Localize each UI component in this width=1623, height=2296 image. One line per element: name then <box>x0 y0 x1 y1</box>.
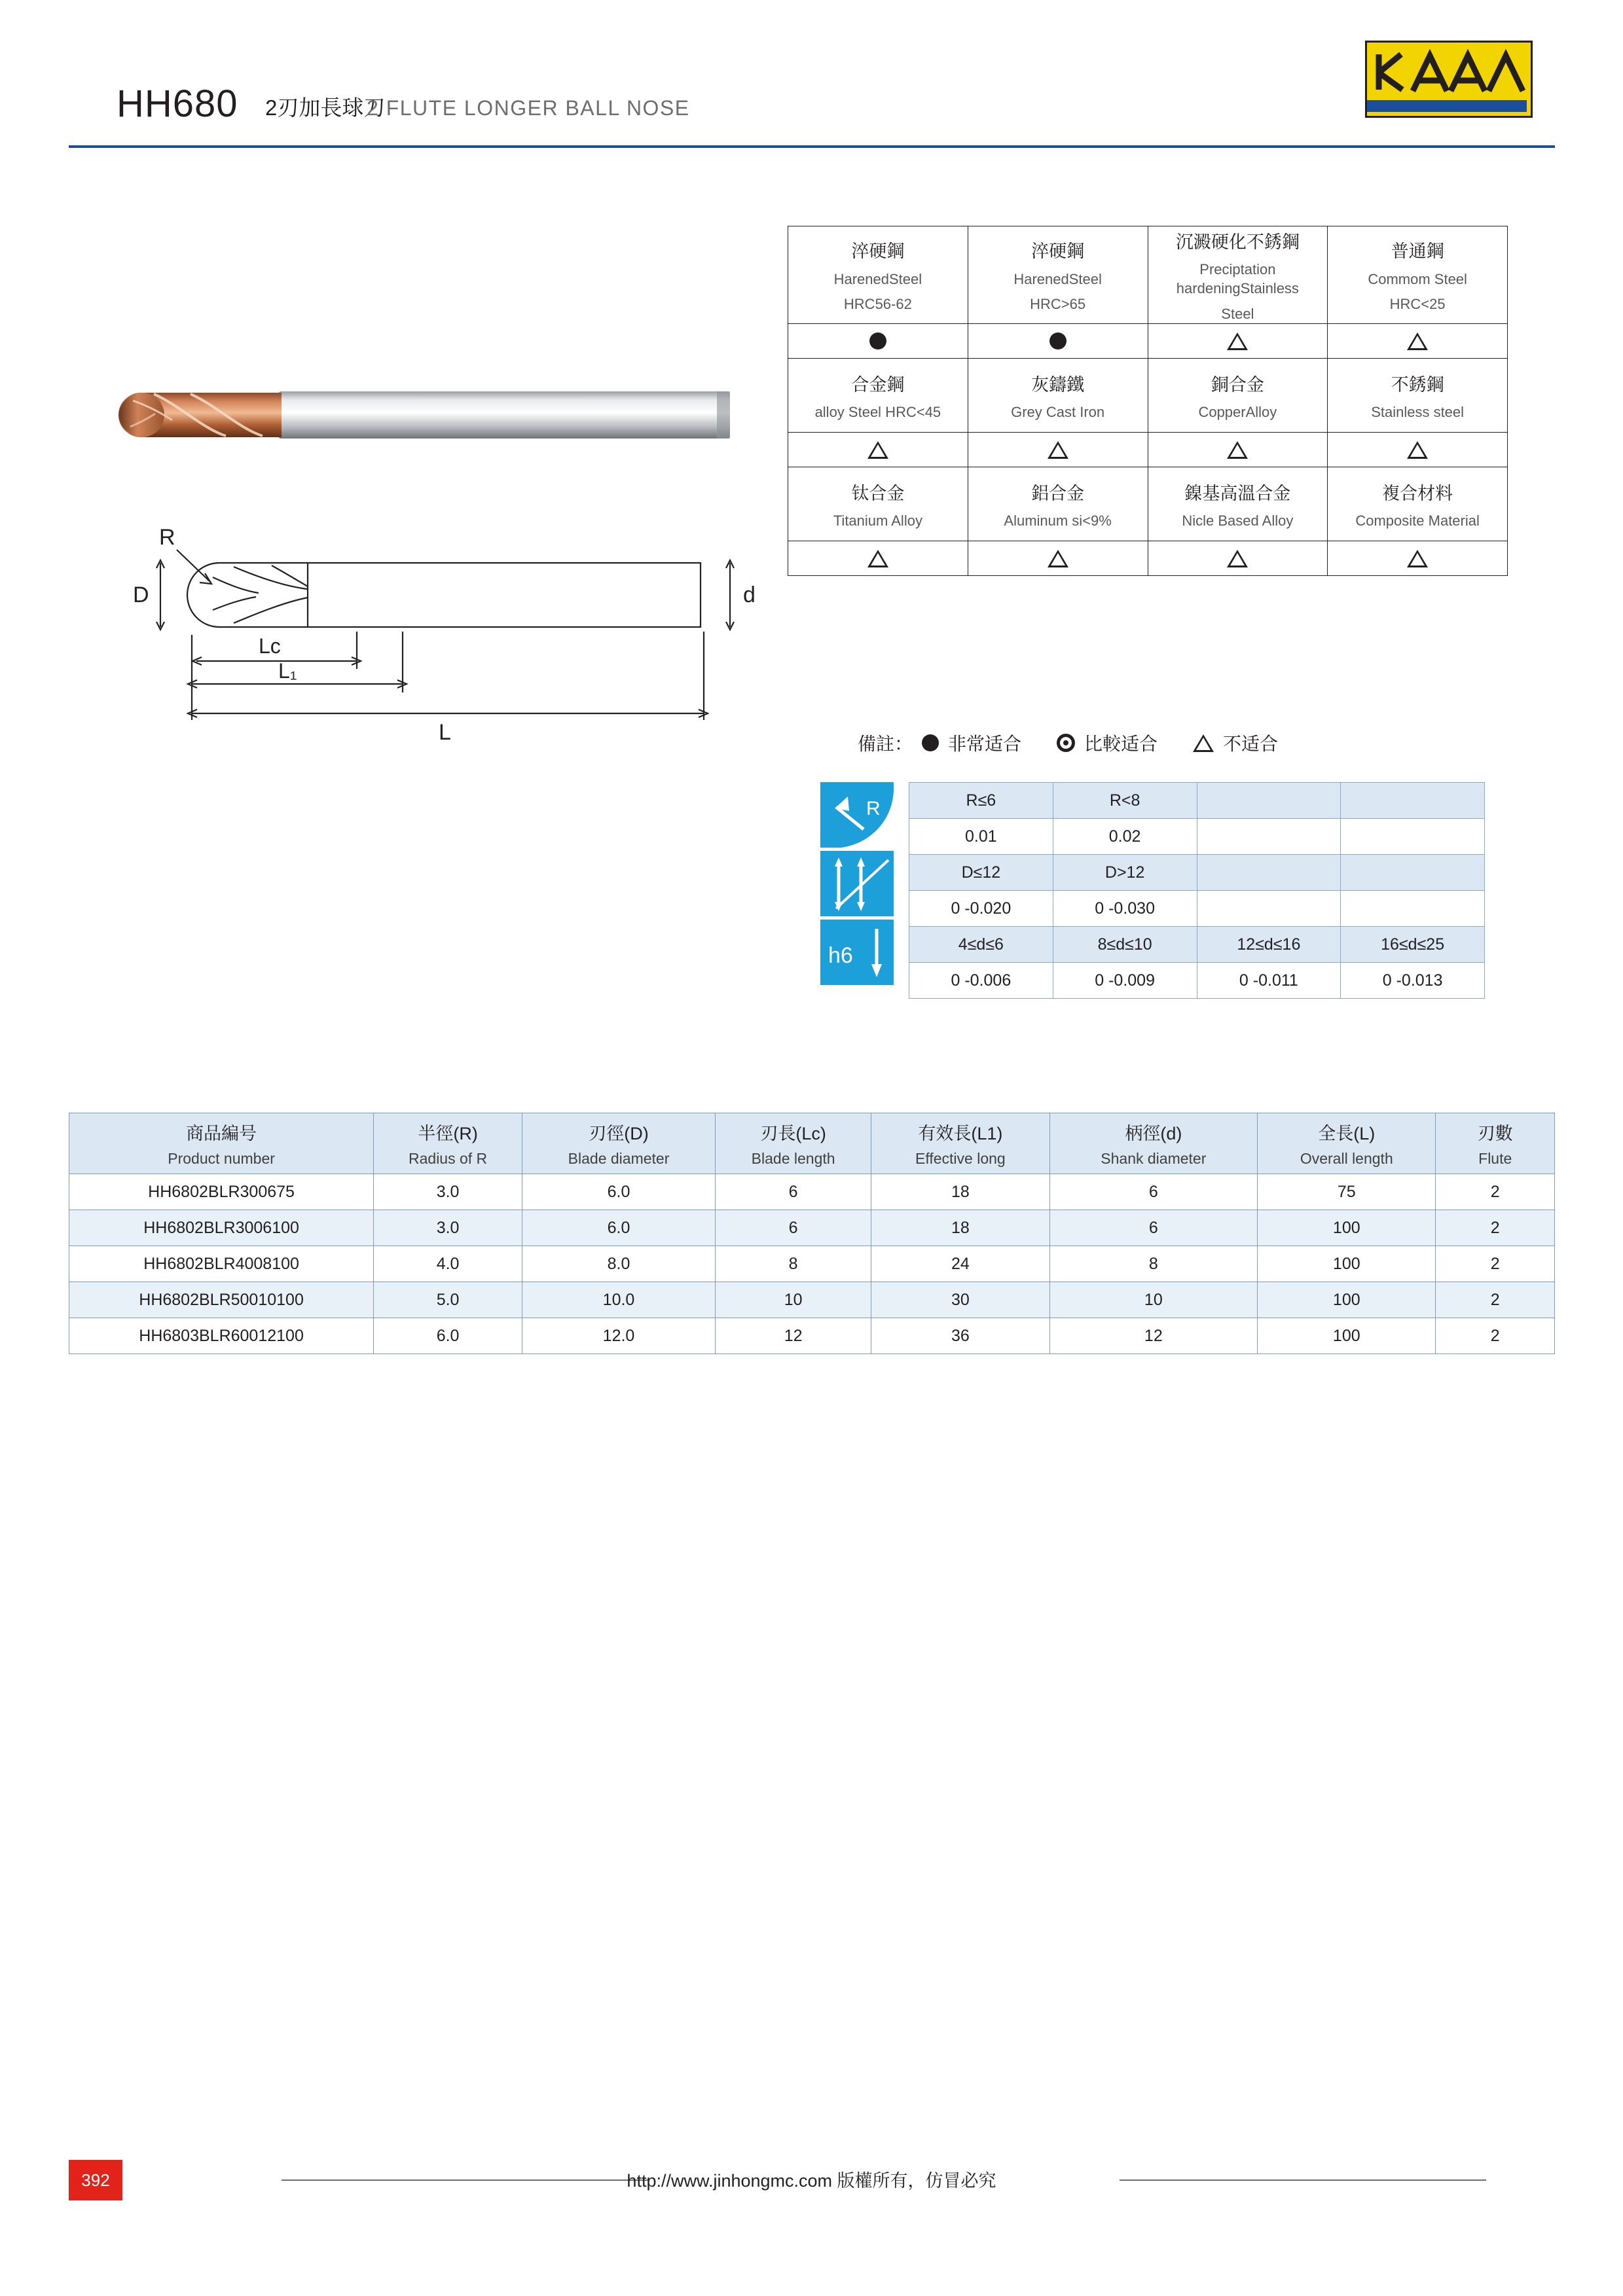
material-name-sub: HRC>65 <box>1030 296 1086 313</box>
page-title-en: 2 FLUTE LONGER BALL NOSE <box>367 96 690 120</box>
material-name-cn: 鋁合金 <box>1031 483 1085 503</box>
legend-very-suitable: 非常适合 <box>948 734 1022 754</box>
spec-header-row <box>69 1113 1555 1174</box>
svg-text:h6: h6 <box>828 943 853 968</box>
tolerance-range: 16≤d≤25 <box>1341 927 1485 963</box>
cell-effective-length: 30 <box>871 1282 1049 1318</box>
cell-effective-length: 36 <box>871 1318 1049 1354</box>
material-cell <box>968 467 1148 541</box>
material-name-en: HarenedSteel <box>1013 270 1102 287</box>
material-cell <box>1148 467 1328 541</box>
tolerance-value: 0 -0.011 <box>1197 963 1341 999</box>
page-header <box>0 0 1623 170</box>
material-cell <box>788 467 968 541</box>
cell-shank-diameter: 6 <box>1049 1174 1258 1210</box>
technical-drawing <box>62 524 795 746</box>
page-title: HH680 <box>117 82 238 125</box>
fairly-suitable-icon <box>1057 734 1075 752</box>
tolerance-header-row <box>909 927 1485 963</box>
not-suitable-icon <box>1227 332 1248 350</box>
very-suitable-icon <box>922 734 939 751</box>
suitability-mark <box>1328 324 1508 359</box>
not-suitable-icon <box>1193 734 1214 752</box>
tolerance-value <box>1341 891 1485 927</box>
material-name-en: alloy Steel HRC<45 <box>814 404 941 421</box>
cell-blade-length: 10 <box>716 1282 871 1318</box>
cell-blade-length: 8 <box>716 1246 871 1282</box>
table-row <box>69 1174 1555 1210</box>
not-suitable-icon <box>867 550 888 567</box>
column-header-flute: 刃數 Flute <box>1436 1113 1555 1174</box>
tolerance-range <box>1197 783 1341 819</box>
cell-overall-length: 100 <box>1258 1210 1436 1246</box>
tolerance-value-row <box>909 963 1485 999</box>
not-suitable-icon <box>867 441 888 459</box>
not-suitable-icon <box>1407 441 1428 459</box>
material-name-sub: HRC<25 <box>1389 296 1446 313</box>
suitability-mark <box>1328 433 1508 467</box>
table-row <box>69 1210 1555 1246</box>
cell-effective-length: 18 <box>871 1210 1049 1246</box>
cell-effective-length: 24 <box>871 1246 1049 1282</box>
tolerance-value: 0.01 <box>909 819 1053 855</box>
tolerance-value-row <box>909 819 1485 855</box>
table-row <box>69 1282 1555 1318</box>
tolerance-range: D≤12 <box>909 855 1053 891</box>
footer-divider-right <box>1120 2179 1486 2181</box>
cell-blade-length: 6 <box>716 1174 871 1210</box>
cell-product-number: HH6803BLR60012100 <box>69 1318 374 1354</box>
material-name-cn: 钛合金 <box>851 483 905 503</box>
material-name-en: CopperAlloy <box>1198 404 1277 421</box>
cell-product-number: HH6802BLR50010100 <box>69 1282 374 1318</box>
cell-blade-diameter: 6.0 <box>522 1210 716 1246</box>
cell-radius: 3.0 <box>374 1210 522 1246</box>
cell-effective-length: 18 <box>871 1174 1049 1210</box>
column-header-effective-length: 有效長(L1) Effective long <box>871 1113 1049 1174</box>
page-title-cn: 2刃加長球刀 <box>265 96 386 120</box>
tolerance-range <box>1197 855 1341 891</box>
cell-blade-length: 6 <box>716 1210 871 1246</box>
table-row <box>69 1246 1555 1282</box>
material-name-row <box>788 467 1508 541</box>
cell-blade-diameter: 8.0 <box>522 1246 716 1282</box>
not-suitable-icon <box>1227 441 1248 459</box>
material-cell <box>1328 467 1508 541</box>
material-name-cn: 沉澱硬化不銹鋼 <box>1175 232 1300 252</box>
material-name-cn: 普通鋼 <box>1391 242 1444 262</box>
cell-flute: 2 <box>1436 1210 1555 1246</box>
column-header-overall-length: 全長(L) Overall length <box>1258 1113 1436 1174</box>
column-header-shank-diameter: 柄徑(d) Shank diameter <box>1049 1113 1258 1174</box>
svg-text:R: R <box>866 798 881 819</box>
material-suitability-table <box>788 226 1508 576</box>
material-name-cn: 灰鑄鐵 <box>1031 374 1085 395</box>
material-cell <box>968 226 1148 324</box>
material-name-en: Aluminum si<9% <box>1004 512 1112 529</box>
tolerance-value <box>1341 819 1485 855</box>
tolerance-value <box>1197 819 1341 855</box>
suitability-mark <box>1148 541 1328 576</box>
material-name-cn: 鎳基高溫合金 <box>1184 483 1291 503</box>
cell-radius: 5.0 <box>374 1282 522 1318</box>
suitability-mark <box>788 433 968 467</box>
material-name-row <box>788 359 1508 433</box>
tolerance-table <box>909 782 1485 999</box>
material-cell <box>968 359 1148 433</box>
cell-shank-diameter: 12 <box>1049 1318 1258 1354</box>
suitability-mark <box>1148 324 1328 359</box>
cell-product-number: HH6802BLR300675 <box>69 1174 374 1210</box>
suitability-mark <box>968 541 1148 576</box>
tolerance-icons <box>820 782 909 988</box>
cell-overall-length: 100 <box>1258 1318 1436 1354</box>
cell-overall-length: 100 <box>1258 1246 1436 1282</box>
cell-overall-length: 75 <box>1258 1174 1436 1210</box>
cell-product-number: HH6802BLR4008100 <box>69 1246 374 1282</box>
suitability-mark <box>788 324 968 359</box>
very-suitable-icon <box>1049 332 1067 350</box>
not-suitable-icon <box>1048 441 1068 459</box>
cell-blade-diameter: 12.0 <box>522 1318 716 1354</box>
suitability-mark <box>968 433 1148 467</box>
suitability-mark <box>1148 433 1328 467</box>
specification-table <box>69 1113 1555 1354</box>
column-header-radius: 半徑(R) Radius of R <box>374 1113 522 1174</box>
tolerance-value <box>1197 891 1341 927</box>
column-header-blade-length: 刃長(Lc) Blade length <box>716 1113 871 1174</box>
material-cell <box>788 226 968 324</box>
diameter-tolerance-icon <box>820 851 894 916</box>
h6-tolerance-icon <box>820 920 894 985</box>
material-name-en: Composite Material <box>1355 512 1480 529</box>
tolerance-range: 12≤d≤16 <box>1197 927 1341 963</box>
label-d: d <box>743 583 756 607</box>
tolerance-value: 0 -0.006 <box>909 963 1053 999</box>
tolerance-value: 0 -0.013 <box>1341 963 1485 999</box>
material-name-en: Nicle Based Alloy <box>1182 512 1294 529</box>
cell-blade-length: 12 <box>716 1318 871 1354</box>
material-cell <box>1148 359 1328 433</box>
tolerance-range: R<8 <box>1053 783 1197 819</box>
footer-text: http://www.jinhongmc.com 版權所有，仿冒必究 <box>627 2171 996 2191</box>
legend-fairly-suitable: 比較适合 <box>1084 734 1158 754</box>
table-row <box>69 1318 1555 1354</box>
material-name-en: Stainless steel <box>1371 404 1465 421</box>
radius-tolerance-icon <box>820 782 894 848</box>
material-mark-row <box>788 541 1508 576</box>
cell-radius: 6.0 <box>374 1318 522 1354</box>
cell-flute: 2 <box>1436 1318 1555 1354</box>
very-suitable-icon <box>869 332 886 350</box>
label-R: R <box>159 525 175 550</box>
tolerance-header-row <box>909 783 1485 819</box>
suitability-mark <box>788 541 968 576</box>
not-suitable-icon <box>1227 550 1248 567</box>
cell-radius: 4.0 <box>374 1246 522 1282</box>
cell-flute: 2 <box>1436 1174 1555 1210</box>
material-name-en: HarenedSteel <box>833 270 922 287</box>
cell-flute: 2 <box>1436 1246 1555 1282</box>
material-name-sub: HRC56-62 <box>843 296 912 313</box>
cell-radius: 3.0 <box>374 1174 522 1210</box>
header-divider <box>69 145 1555 148</box>
material-cell <box>788 359 968 433</box>
cell-shank-diameter: 10 <box>1049 1282 1258 1318</box>
tolerance-value-row <box>909 891 1485 927</box>
material-cell <box>1148 226 1328 324</box>
cell-shank-diameter: 6 <box>1049 1210 1258 1246</box>
label-L1: L₁ <box>278 659 297 683</box>
suitability-legend <box>858 730 1278 756</box>
material-name-cn: 淬硬鋼 <box>1031 242 1085 262</box>
not-suitable-icon <box>1407 550 1428 567</box>
material-mark-row <box>788 433 1508 467</box>
column-header-product-number: 商品編号 Product number <box>69 1113 374 1174</box>
tolerance-range: D>12 <box>1053 855 1197 891</box>
cell-shank-diameter: 8 <box>1049 1246 1258 1282</box>
material-name-sub: Steel <box>1221 305 1254 322</box>
material-name-cn: 淬硬鋼 <box>851 242 905 262</box>
tolerance-range: 4≤d≤6 <box>909 927 1053 963</box>
label-Lc: Lc <box>259 634 281 658</box>
page-number-badge: 392 <box>69 2160 122 2200</box>
cell-blade-diameter: 10.0 <box>522 1282 716 1318</box>
legend-prefix: 備註： <box>858 734 913 754</box>
tolerance-range: R≤6 <box>909 783 1053 819</box>
cell-overall-length: 100 <box>1258 1282 1436 1318</box>
not-suitable-icon <box>1048 550 1068 567</box>
material-name-en: Grey Cast Iron <box>1011 404 1105 421</box>
cell-blade-diameter: 6.0 <box>522 1174 716 1210</box>
tolerance-value: 0 -0.009 <box>1053 963 1197 999</box>
tolerance-range: 8≤d≤10 <box>1053 927 1197 963</box>
label-L: L <box>439 720 451 745</box>
cell-product-number: HH6802BLR3006100 <box>69 1210 374 1246</box>
suitability-mark <box>968 324 1148 359</box>
tolerance-value: 0 -0.020 <box>909 891 1053 927</box>
material-name-cn: 複合材料 <box>1382 483 1453 503</box>
material-name-en: Preciptation hardeningStainless <box>1176 261 1299 297</box>
material-cell <box>1328 359 1508 433</box>
suitability-mark <box>1328 541 1508 576</box>
tolerance-range <box>1341 855 1485 891</box>
not-suitable-icon <box>1407 332 1428 350</box>
material-mark-row <box>788 324 1508 359</box>
product-photo <box>62 367 795 511</box>
material-name-cn: 銅合金 <box>1211 374 1264 395</box>
material-name-row <box>788 226 1508 324</box>
legend-not-suitable: 不适合 <box>1223 734 1279 754</box>
material-name-cn: 不銹鋼 <box>1391 374 1444 395</box>
logo-mark <box>1367 43 1527 112</box>
label-D: D <box>133 583 149 607</box>
tolerance-header-row <box>909 855 1485 891</box>
material-name-en: Commom Steel <box>1368 270 1467 287</box>
material-name-cn: 合金鋼 <box>851 374 905 395</box>
column-header-blade-diameter: 刃徑(D) Blade diameter <box>522 1113 716 1174</box>
material-cell <box>1328 226 1508 324</box>
tolerance-value: 0.02 <box>1053 819 1197 855</box>
tolerance-value: 0 -0.030 <box>1053 891 1197 927</box>
tolerance-range <box>1341 783 1485 819</box>
material-name-en: Titanium Alloy <box>833 512 922 529</box>
brand-logo <box>1365 41 1533 118</box>
cell-flute: 2 <box>1436 1282 1555 1318</box>
